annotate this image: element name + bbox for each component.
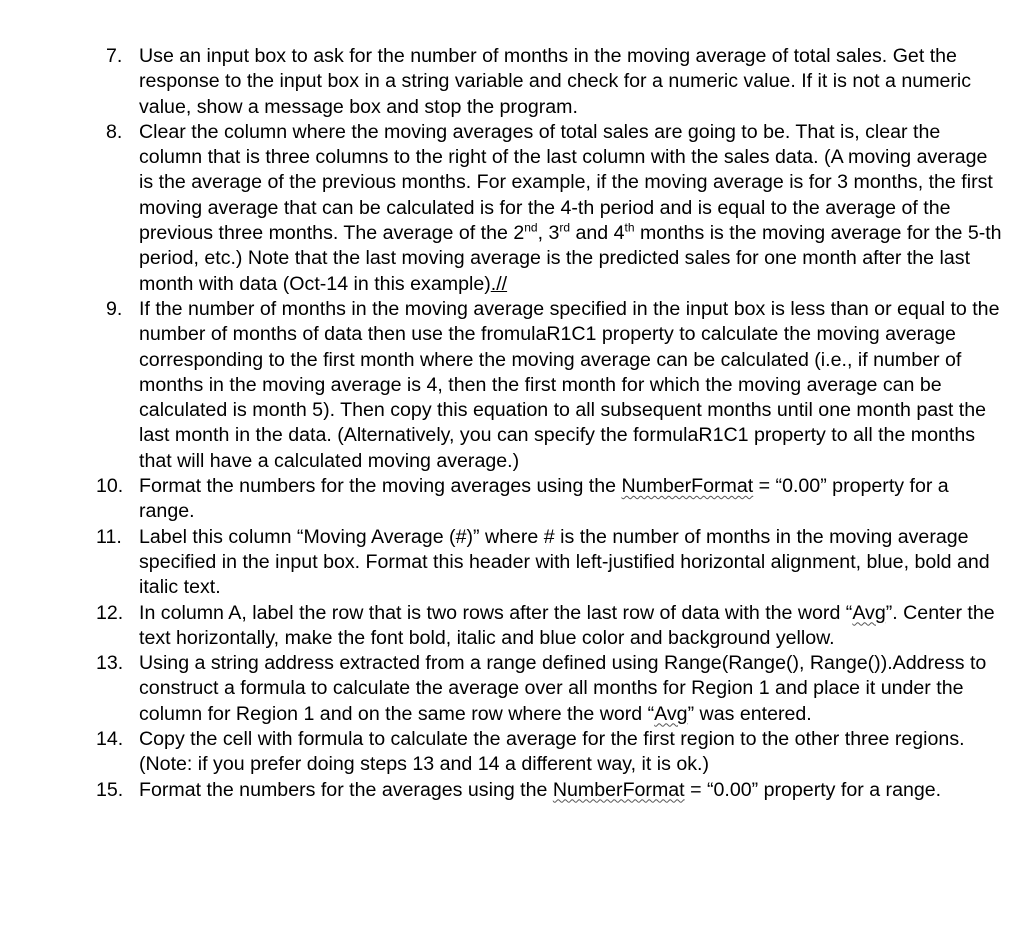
item-text: Copy the cell with formula to calculate the average for the first region to the other three regions. (Note: if you prefer doing steps 13 and 14 a different way, it is ok.) xyxy=(139,728,965,776)
spellcheck-word: NumberFormat xyxy=(621,475,754,498)
superscript: rd xyxy=(559,220,571,235)
item-text: Clear the column where the moving averages of total sales are going to be. That is, clear the column that is three columns to the right of the last column with the sales data. (A moving average is the average of the previous months. For example, if the moving average is for 3 months, the first moving average that can be calculated is for the 4-th period and is equal to the average of the previous three months. The average of the 2 xyxy=(139,120,993,245)
item-text: Format the numbers for the averages using the xyxy=(139,778,553,801)
spellcheck-word: Avg xyxy=(852,601,886,624)
item-number: 11. xyxy=(96,525,122,548)
item-text: If the number of months in the moving average specified in the input box is less than or equal to the number of months of data then use the fromulaR1C1 property to calculate the moving average corresponding to the first month where the moving average can be calculated (i.e., if number of months in the moving average is 4, then the first month for which the moving average can be calculated is month 5). Then copy this equation to all subsequent months until one month past the last month in the data. (Alternatively, you can specify the formulaR1C1 property to all the months that will have a calculated moving average.) xyxy=(139,297,1000,472)
list-item-13 xyxy=(96,651,1006,727)
item-number: 15. xyxy=(96,778,124,801)
superscript: th xyxy=(624,220,635,235)
list-item-15 xyxy=(96,778,1006,803)
item-number: 9. xyxy=(106,297,123,320)
item-text: ”. Center the text horizontally, make the font bold, italic and blue color and background yellow. xyxy=(139,601,995,649)
item-text: ” was entered. xyxy=(687,702,812,725)
list-item-7 xyxy=(106,44,1006,120)
spellcheck-word: NumberFormat xyxy=(552,778,685,801)
item-text: Using a string address extracted from a range defined using Range(Range(), Range()).Address to construct a formula to calculate the average over all months for Region 1 and place it under the column for Region 1 and on the same row where the word “ xyxy=(139,652,987,725)
item-number: 10. xyxy=(96,475,124,498)
list-item-8 xyxy=(106,120,1006,297)
superscript: nd xyxy=(524,220,538,235)
item-text: Use an input box to ask for the number of months in the moving average of total sales. Get the response to the input box in a string variable and check for a numeric value. If it is not a numeric value, show a message box and stop the program. xyxy=(139,45,972,118)
list-item-12 xyxy=(96,601,1006,652)
item-text: In column A, label the row that is two rows after the last row of data with the word “ xyxy=(139,601,853,624)
list-item-11 xyxy=(96,525,1006,601)
item-text: and 4 xyxy=(570,222,625,245)
spellcheck-word: Avg xyxy=(654,702,688,725)
item-number: 8. xyxy=(106,120,123,143)
item-number: 12. xyxy=(96,601,124,624)
item-text: , 3 xyxy=(537,222,560,245)
item-number: 14. xyxy=(96,728,124,751)
list-item-10 xyxy=(96,474,1006,525)
item-text: Format the numbers for the moving averages using the xyxy=(139,475,622,498)
item-text-underlined: .// xyxy=(490,272,508,295)
list-item-14 xyxy=(96,727,1006,778)
numbered-list xyxy=(96,44,1006,803)
item-text: Label this column “Moving Average (#)” where # is the number of months in the moving average specified in the input box. Format this header with left-justified horizontal alignment, blue, bold and italic text. xyxy=(139,525,990,599)
item-number: 7. xyxy=(106,45,123,67)
item-text: = “0.00” property for a range. xyxy=(139,475,949,523)
item-text: months is the moving average for the 5-th period, etc.) Note that the last moving average is the predicted sales for one month after the last month with data (Oct-14 in this example) xyxy=(139,222,1002,295)
item-number: 13. xyxy=(96,652,124,675)
item-text: = “0.00” property for a range. xyxy=(684,778,942,801)
list-item-9 xyxy=(106,297,1006,474)
